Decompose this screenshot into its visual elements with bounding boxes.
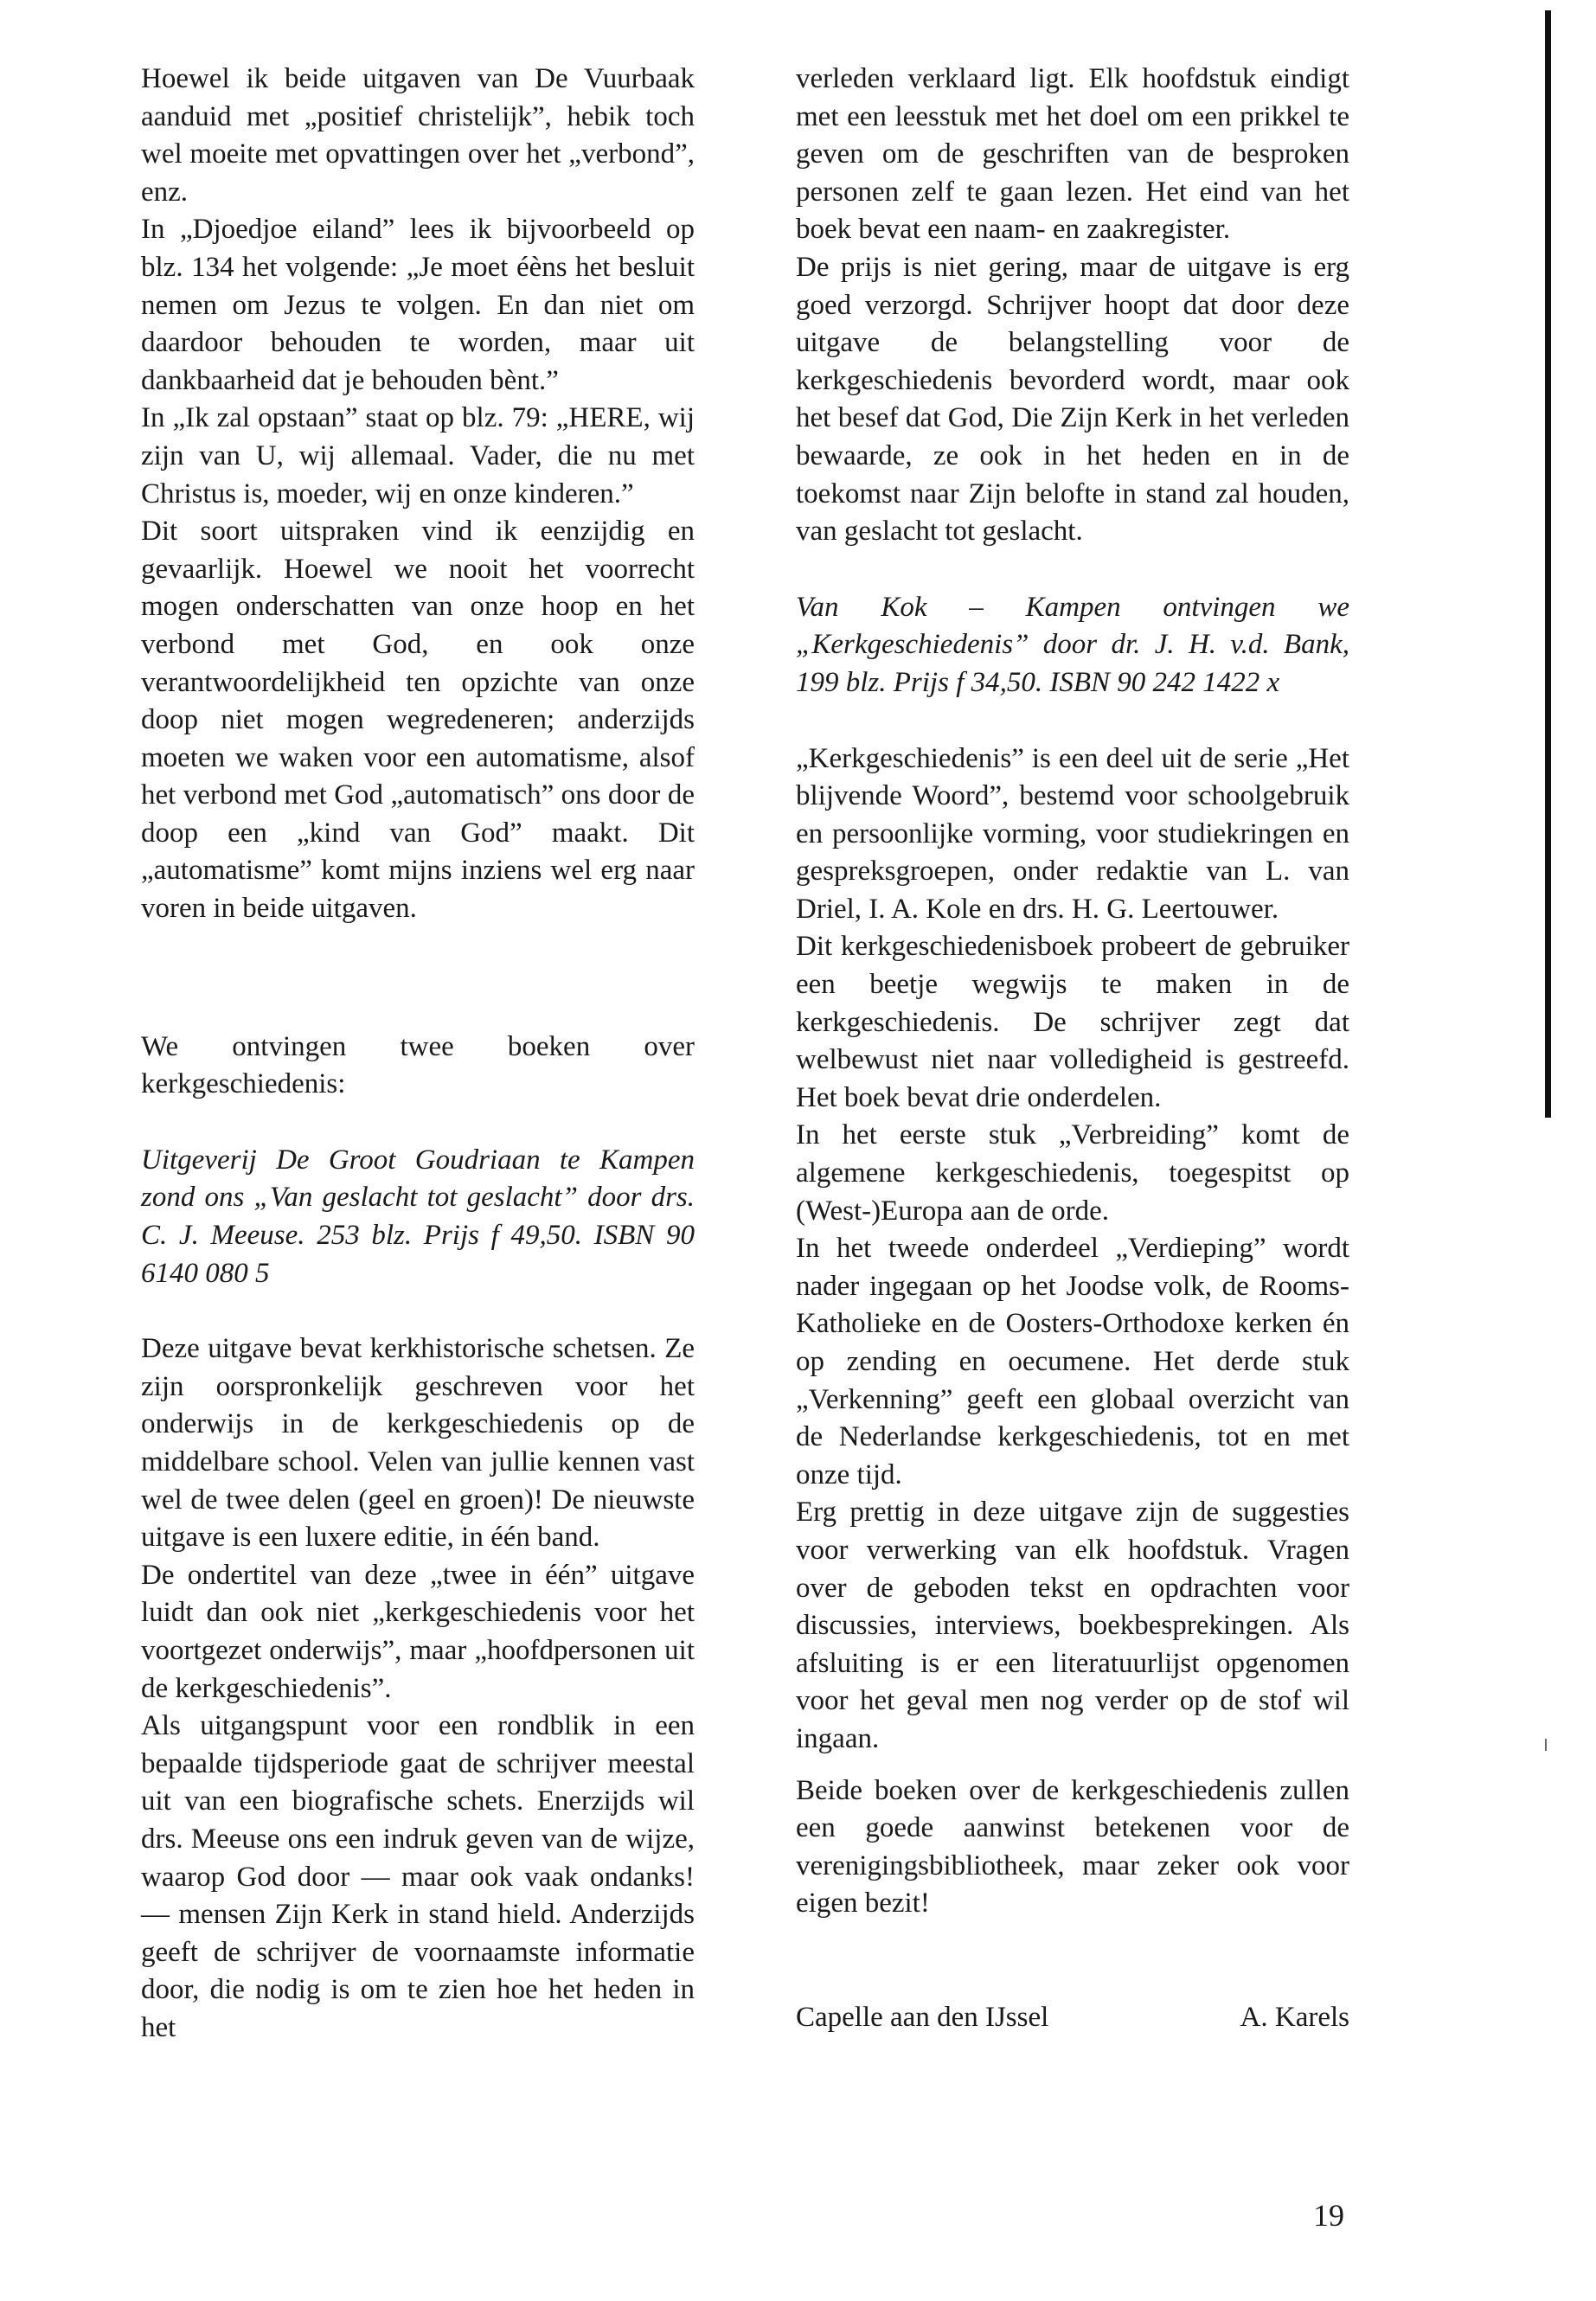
left-column	[141, 61, 695, 2048]
paragraph: Deze uitgave bevat kerkhistorische schetsen. Ze zijn oorspronkelijk geschreven voor het onderwijs in de kerkgeschiedenis op de middelbare school. Velen van jullie kennen vast wel de twee delen (geel en groen)! De nieuwste uitgave is een luxere editie, in één band.	[141, 1333, 695, 1554]
book-citation: Van Kok – Kampen ontvingen we „Kerkgeschiedenis” door dr. J. H. v.d. Bank, 199 blz. Prijs f 34,50. ISBN 90 242 1422 x	[796, 591, 1349, 698]
paragraph: Hoewel ik beide uitgaven van De Vuurbaak aanduid met „positief christelijk”, hebik toch wel moeite met opvattingen over het „verbond”, enz.	[141, 63, 695, 208]
paragraph: De ondertitel van deze „twee in één” uitgave luidt dan ook niet „kerkgeschiedenis voor het voortgezet onderwijs”, maar „hoofdpersonen uit de kerkgeschiedenis”.	[141, 1559, 695, 1704]
signature-row	[796, 1999, 1349, 2037]
paragraph: In „Djoedjoe eiland” lees ik bijvoorbeeld op blz. 134 het volgende: „Je moet éèns het besluit nemen om Jezus te volgen. En dan niet om daardoor behouden te worden, maar uit dankbaarheid dat je behouden bènt.”	[141, 214, 695, 396]
paragraph: Beide boeken over de kerkgeschiedenis zullen een goede aanwinst betekenen voor de verenigingsbibliotheek, maar zeker ook voor eigen bezit!	[796, 1774, 1349, 1920]
signature-place: Capelle aan den IJssel	[796, 2001, 1049, 2033]
paragraph: We ontvingen twee boeken over kerkgeschiedenis:	[141, 1030, 695, 1100]
paragraph: Dit kerkgeschiedenisboek probeert de gebruiker een beetje wegwijs te maken in de kerkgeschiedenis. De schrijver zegt dat welbewust niet naar volledigheid is gestreefd. Het boek bevat drie onderdelen.	[796, 931, 1349, 1113]
paragraph: Erg prettig in deze uitgave zijn de suggesties voor verwerking van elk hoofdstuk. Vragen over de geboden tekst en opdrachten voor discussies, interviews, boekbesprekingen. Als afsluiting is er een literatuurlijst opgenomen voor het geval men nog verder op de stof wil ingaan.	[796, 1497, 1349, 1754]
book-citation: Uitgeverij De Groot Goudriaan te Kampen zond ons „Van geslacht tot geslacht” door drs. C. J. Meeuse. 253 blz. Prijs f 49,50. ISBN 90 6140 080 5	[141, 1144, 695, 1289]
paragraph: In het eerste stuk „Verbreiding” komt de algemene kerkgeschiedenis, toegespitst op (West-)Europa aan de orde.	[796, 1119, 1349, 1227]
paragraph: „Kerkgeschiedenis” is een deel uit de serie „Het blijvende Woord”, bestemd voor schoolgebruik en persoonlijke vorming, voor studiekringen en gespreksgroepen, onder redaktie van L. van Driel, I. A. Kole en drs. H. G. Leertouwer.	[796, 742, 1349, 925]
paragraph: In het tweede onderdeel „Verdieping” wordt nader ingegaan op het Joodse volk, de Rooms-Katholieke en de Oosters-Orthodoxe kerken én op zending en oecumene. Het derde stuk „Verkenning” geeft een globaal overzicht van de Nederlandse kerkgeschiedenis, tot en met onze tijd.	[796, 1233, 1349, 1490]
paragraph: De prijs is niet gering, maar de uitgave is erg goed verzorgd. Schrijver hoopt dat door deze uitgave de belangstelling voor de kerkgeschiedenis bevorderd wordt, maar ook het besef dat God, Die Zijn Kerk in het verleden bewaarde, ze ook in het heden en in de toekomst naar Zijn belofte in stand zal houden, van geslacht tot geslacht.	[796, 251, 1349, 548]
margin-mark	[1545, 1739, 1547, 1751]
paragraph: verleden verklaard ligt. Elk hoofdstuk eindigt met een leesstuk met het doel om een prikkel te geven om de geschriften van de besproken personen zelf te gaan lezen. Het eind van het boek bevat een naam- en zaakregister.	[796, 63, 1349, 246]
page-number: 19	[1313, 2198, 1344, 2233]
signature-author: A. Karels	[1240, 2001, 1349, 2033]
margin-rule	[1545, 10, 1551, 1118]
paragraph: In „Ik zal opstaan” staat op blz. 79: „HERE, wij zijn van U, wij allemaal. Vader, die nu met Christus is, moeder, wij en onze kinderen.”	[141, 402, 695, 510]
right-column	[796, 61, 1349, 2037]
paragraph: Als uitgangspunt voor een rondblik in een bepaalde tijdsperiode gaat de schrijver meestal uit van een biografische schets. Enerzijds wil drs. Meeuse ons een indruk geven van de wijze, waarop God door — maar ook vaak ondanks! — mensen Zijn Kerk in stand hield. Anderzijds geeft de schrijver de voornaamste informatie door, die nodig is om te zien hoe het heden in het	[141, 1710, 695, 2043]
paragraph: Dit soort uitspraken vind ik eenzijdig en gevaarlijk. Hoewel we nooit het voorrecht mogen onderschatten van onze hoop en het verbond met God, en ook onze verantwoordelijkheid ten opzichte van onze doop niet mogen wegredeneren; anderzijds moeten we waken voor een automatisme, alsof het verbond met God „automatisch” ons door de doop een „kind van God” maakt. Dit „automatisme” komt mijns inziens wel erg naar voren in beide uitgaven.	[141, 516, 695, 925]
